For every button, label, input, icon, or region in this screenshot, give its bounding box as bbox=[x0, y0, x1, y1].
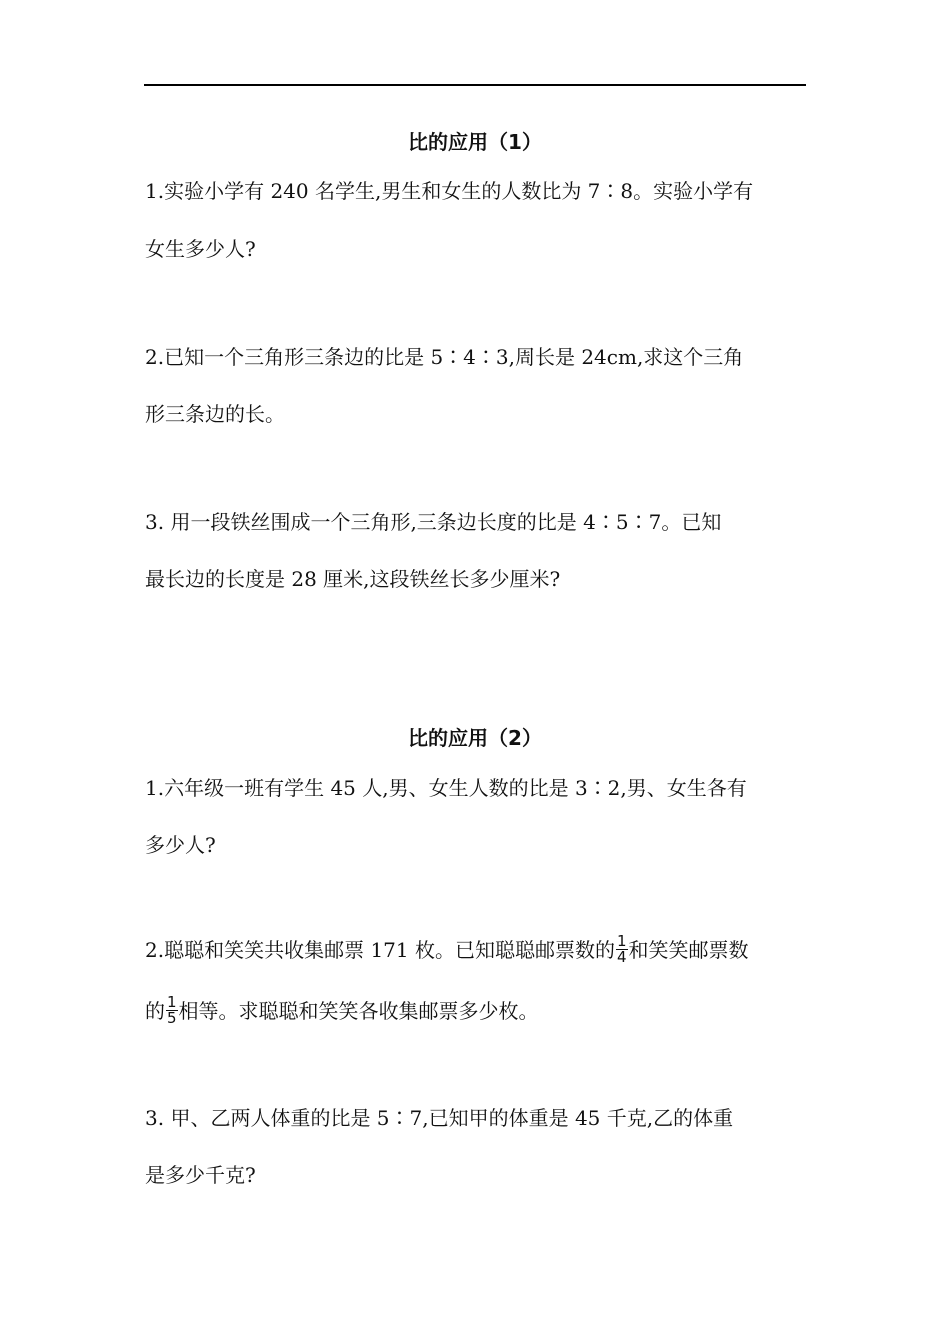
fraction-denominator: 5 bbox=[167, 1009, 177, 1027]
fraction-one-quarter bbox=[616, 934, 628, 965]
section1-title: 比的应用（1） bbox=[408, 130, 542, 154]
fraction-numerator: 1 bbox=[167, 993, 177, 1011]
s1-q2-line1: 2.已知一个三角形三条边的比是 5∶4∶3,周长是 24cm,求这个三角 bbox=[145, 345, 744, 369]
s1-q1-line2: 女生多少人? bbox=[145, 237, 256, 261]
s1-q3-line2: 最长边的长度是 28 厘米,这段铁丝长多少厘米? bbox=[145, 567, 561, 591]
s2-q1-line1: 1.六年级一班有学生 45 人,男、女生人数的比是 3∶2,男、女生各有 bbox=[145, 776, 747, 800]
s2-q2-line1-post: 和笑笑邮票数 bbox=[628, 938, 749, 962]
s2-q3-line2: 是多少千克? bbox=[145, 1163, 256, 1187]
s2-q1-line2: 多少人? bbox=[145, 833, 216, 857]
s2-q2-line1 bbox=[145, 932, 807, 967]
header-rule bbox=[144, 84, 806, 86]
s2-q2-line1-pre: 2.聪聪和笑笑共收集邮票 171 枚。已知聪聪邮票数的 bbox=[145, 938, 615, 962]
s2-q2-line2 bbox=[145, 993, 807, 1028]
s1-q1-line1: 1.实验小学有 240 名学生,男生和女生的人数比为 7∶8。实验小学有 bbox=[145, 179, 754, 203]
section2-title: 比的应用（2） bbox=[408, 726, 542, 750]
s2-q2-line2-post: 相等。求聪聪和笑笑各收集邮票多少枚。 bbox=[178, 999, 539, 1023]
s1-q2-line2: 形三条边的长。 bbox=[145, 402, 285, 426]
fraction-one-fifth bbox=[166, 995, 178, 1026]
fraction-numerator: 1 bbox=[616, 932, 627, 950]
s2-q2-line2-pre: 的 bbox=[145, 999, 165, 1023]
s2-q3-line1: 3. 甲、乙两人体重的比是 5∶7,已知甲的体重是 45 千克,乙的体重 bbox=[145, 1106, 734, 1130]
s1-q3-line1: 3. 用一段铁丝围成一个三角形,三条边长度的比是 4∶5∶7。已知 bbox=[145, 510, 722, 534]
fraction-denominator: 4 bbox=[616, 948, 627, 966]
